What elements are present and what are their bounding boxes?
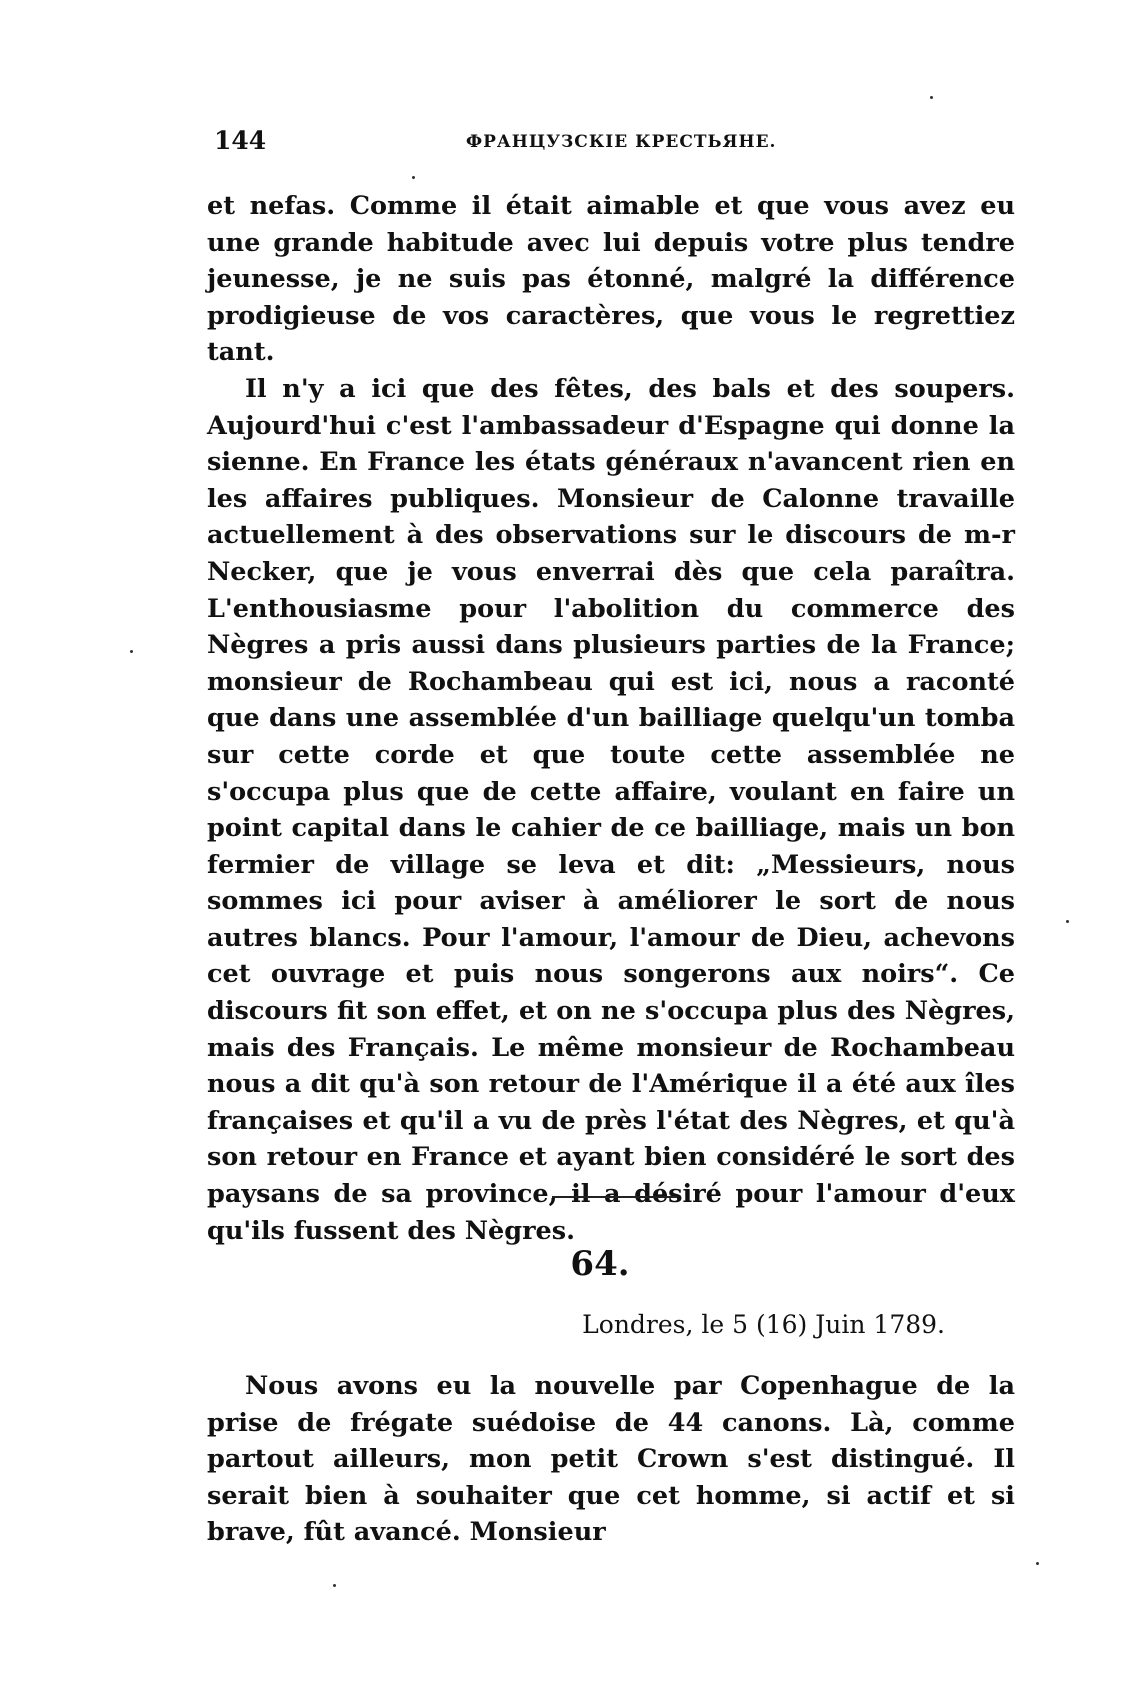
letter-text	[207, 1368, 1015, 1551]
page-number: 144	[214, 126, 267, 155]
page-header	[214, 126, 1014, 166]
paragraph: Nous avons eu la nouvelle par Copenhague de la prise de frégate suédoise de 44 canons. Là, comme partout ailleurs, mon petit Crown s'est distingué. Il serait bien à souhaiter que cet homme, si actif et si brave, fût avancé. Monsieur	[207, 1371, 1015, 1548]
scan-speck	[930, 96, 933, 99]
continued-letter-text	[207, 188, 1015, 1249]
scan-speck	[333, 1584, 336, 1587]
section-divider	[552, 1196, 677, 1198]
scan-speck	[412, 176, 415, 179]
letter-number: 64.	[570, 1244, 630, 1284]
paragraph: et nefas. Comme il était aimable et que vous avez eu une grande habitude avec lui depuis votre plus tendre jeunesse, je ne suis pas étonné, malgré la différence prodigieuse de vos caractères, que vous le regrettiez tant.	[207, 191, 1015, 368]
running-title: ФРАНЦУЗСКІЕ КРЕСТЬЯНЕ.	[466, 132, 777, 152]
scan-speck	[130, 650, 133, 653]
paragraph: Il n'y a ici que des fêtes, des bals et des soupers. Aujourd'hui c'est l'ambassadeur d'Espagne qui donne la sienne. En France les états généraux n'avancent rien en les affaires publiques. Monsieur de Calonne travaille actuellement à des observations sur le discours de m-r Necker, que je vous enverrai dès que cela paraîtra. L'enthousiasme pour l'abolition du commerce des Nègres a pris aussi dans plusieurs parties de la France; monsieur de Rochambeau qui est ici, nous a raconté que dans une assemblée d'un bailliage quelqu'un tomba sur cette corde et que toute cette assemblée ne s'occupa plus que de cette affaire, voulant en faire un point capital dans le cahier de ce bailliage, mais un bon fermier de village se leva et dit: „Messieurs, nous sommes ici pour aviser à améliorer le sort de nous autres blancs. Pour l'amour, l'amour de Dieu, achevons cet ouvrage et puis nous songerons aux noirs“. Ce discours fit son effet, et on ne s'occupa plus des Nègres, mais des Français. Le même monsieur de Rochambeau nous a dit qu'à son retour de l'Amérique il a été aux îles françaises et qu'il a vu de près l'état des Nègres, et qu'à son retour en France et ayant bien considéré le sort des paysans de sa province, il a désiré pour l'amour d'eux qu'ils fussent des Nègres.	[207, 373, 1015, 1246]
scan-speck	[1066, 920, 1069, 923]
letter-dateline: Londres, le 5 (16) Juin 1789.	[582, 1310, 945, 1339]
scan-speck	[1036, 1562, 1039, 1565]
